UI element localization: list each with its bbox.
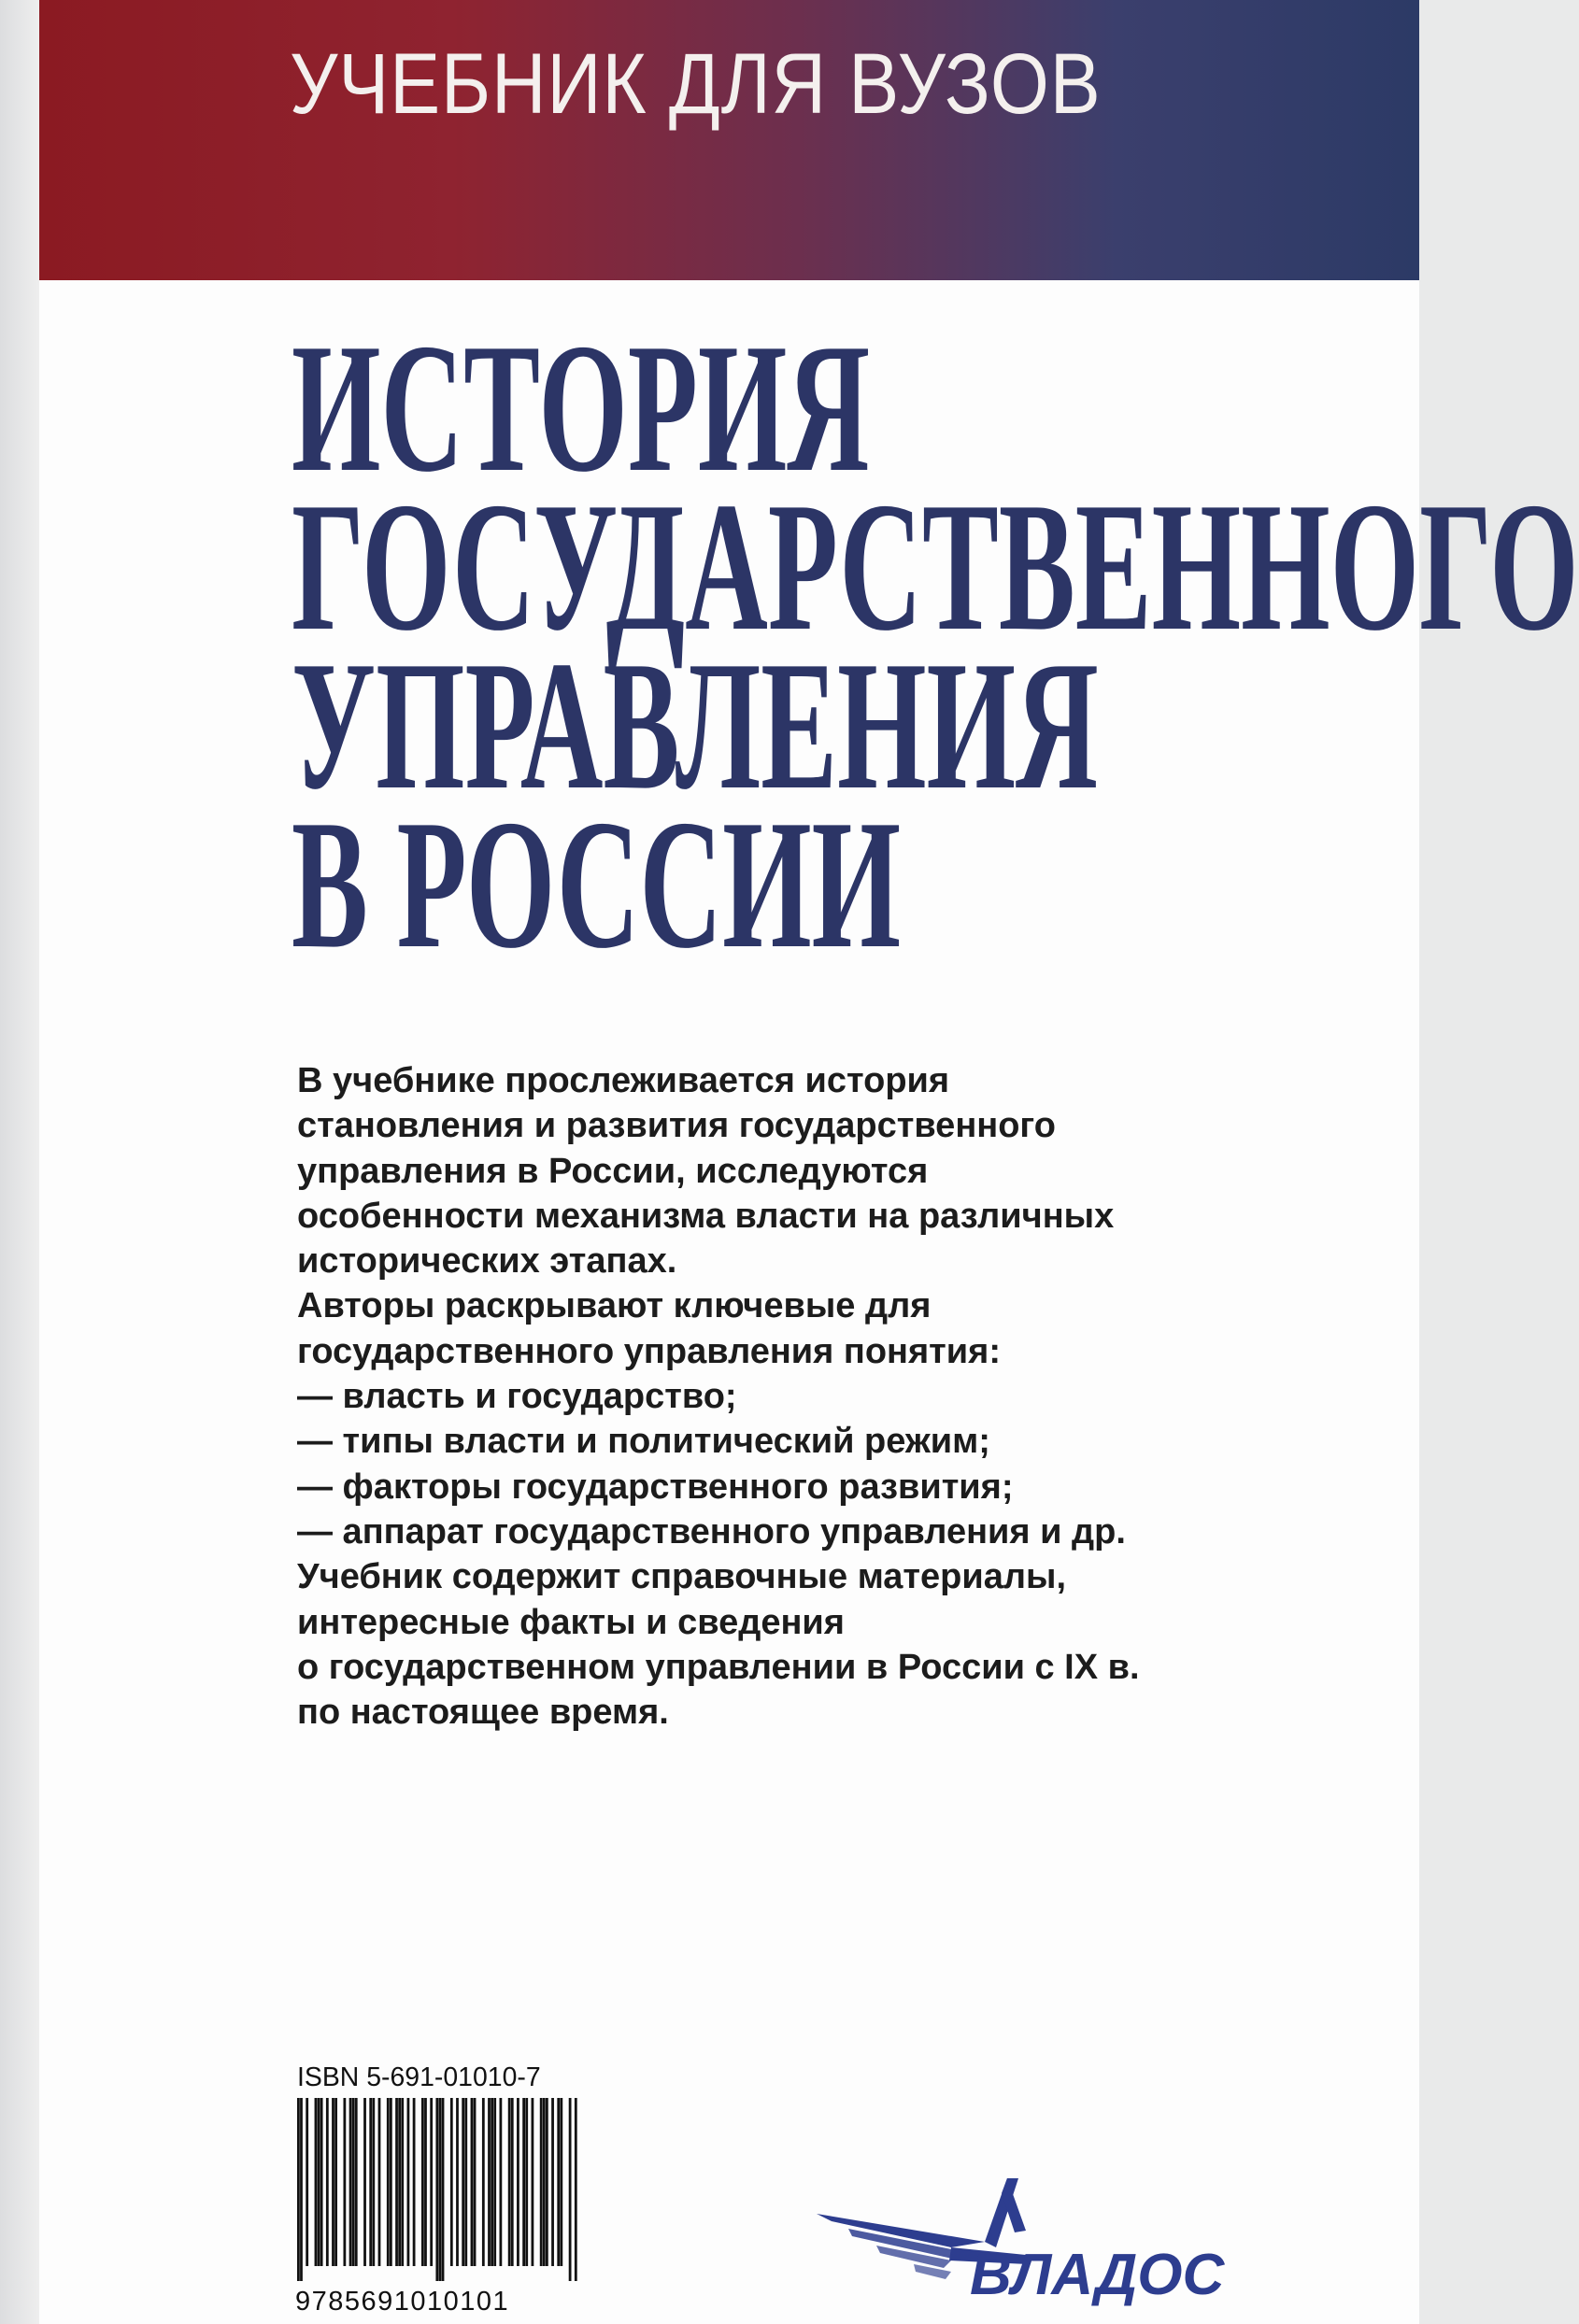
barcode-bar [517, 2098, 519, 2266]
description-line: — аппарат государственного управления и др. [297, 1511, 1126, 1552]
title-line: В РОССИИ [292, 782, 902, 986]
cover-left-edge [0, 0, 39, 2324]
barcode-bar [390, 2098, 392, 2266]
barcode-bar [439, 2098, 442, 2281]
barcode-bar [334, 2098, 337, 2266]
description-line: — типы власти и политический режим; [297, 1422, 990, 1462]
publisher-name: ВЛАДОС [970, 2243, 1225, 2307]
description-line: — власть и государство; [297, 1377, 737, 1417]
description-line: интересные факты и сведения [297, 1602, 845, 1642]
book-description [297, 1058, 1325, 1735]
barcode-bar [442, 2098, 445, 2281]
barcode-bar [378, 2098, 381, 2266]
barcode-bar [398, 2098, 401, 2266]
barcode-bar [421, 2098, 424, 2266]
barcode-image [297, 2098, 577, 2281]
description-line: по настоящее время. [297, 1693, 669, 1733]
barcode-bar [491, 2098, 493, 2266]
barcode-bar [430, 2098, 433, 2266]
description-line: исторических этапах. [297, 1241, 677, 1282]
barcode-bar [560, 2098, 562, 2266]
barcode-bar [297, 2098, 300, 2281]
description-line: становления и развития государственного [297, 1106, 1056, 1146]
barcode-bar [551, 2098, 554, 2266]
description-line: управления в России, исследуются [297, 1151, 929, 1191]
barcode-bar [456, 2098, 459, 2266]
barcode-bar [395, 2098, 398, 2266]
barcode-bar [343, 2098, 346, 2266]
isbn-label: ISBN 5-691-01010-7 [297, 2062, 541, 2092]
barcode-bar [543, 2098, 546, 2266]
barcode-bar [532, 2098, 534, 2266]
barcode-bar [522, 2098, 525, 2266]
barcode-bar [499, 2098, 502, 2266]
description-line: Учебник содержит справочные материалы, [297, 1557, 1067, 1597]
barcode-bar [424, 2098, 427, 2266]
title-line: ГОСУДАРСТВЕННОГО [292, 464, 1579, 669]
barcode-bar [493, 2098, 496, 2266]
barcode-bar [525, 2098, 528, 2266]
barcode-bar [372, 2098, 375, 2266]
barcode-bar [557, 2098, 560, 2266]
description-line: о государственном управлении в России с IX в. [297, 1647, 1140, 1687]
barcode-bar [546, 2098, 548, 2266]
publisher-logo [811, 2175, 1259, 2305]
barcode-bar [474, 2098, 477, 2266]
barcode-bar [318, 2098, 320, 2266]
barcode-bar [540, 2098, 543, 2266]
barcode-bar [569, 2098, 572, 2281]
barcode-bar [450, 2098, 453, 2266]
title-line: УПРАВЛЕНИЯ [292, 623, 1099, 828]
barcode-bar [320, 2098, 323, 2266]
barcode-bar [462, 2098, 464, 2266]
barcode-bar [435, 2098, 438, 2281]
barcode-bar [369, 2098, 372, 2266]
description-line: государственного управления понятия: [297, 1331, 1001, 1371]
barcode-bar [387, 2098, 390, 2266]
barcode-number: 9785691010101 [295, 2287, 510, 2317]
barcode-bar [464, 2098, 467, 2266]
barcode-bar [575, 2098, 577, 2281]
description-line: особенности механизма власти на различных [297, 1196, 1115, 1236]
description-line: Авторы раскрывают ключевые для [297, 1286, 932, 1326]
barcode-bar [326, 2098, 329, 2266]
barcode-bar [355, 2098, 358, 2266]
barcode-bar [482, 2098, 485, 2266]
barcode-bar [508, 2098, 511, 2266]
description-line: В учебнике прослеживается история [297, 1061, 950, 1100]
barcode-bar [349, 2098, 352, 2266]
title-line: ИСТОРИЯ [292, 305, 871, 510]
barcode-bar [471, 2098, 474, 2266]
barcode-bar [306, 2098, 308, 2266]
barcode-bar [300, 2098, 303, 2281]
series-label: УЧЕБНИК ДЛЯ ВУЗОВ [290, 36, 1102, 132]
barcode-bar [352, 2098, 355, 2266]
description-line: — факторы государственного развития; [297, 1467, 1014, 1507]
barcode-bar [488, 2098, 491, 2266]
barcode-bar [332, 2098, 334, 2266]
barcode-bar [315, 2098, 318, 2266]
barcode-bar [511, 2098, 514, 2266]
book-title [292, 305, 1579, 986]
barcode-bar [413, 2098, 416, 2266]
barcode-bar [407, 2098, 410, 2266]
barcode-bar [363, 2098, 366, 2266]
barcode-bar [401, 2098, 404, 2266]
